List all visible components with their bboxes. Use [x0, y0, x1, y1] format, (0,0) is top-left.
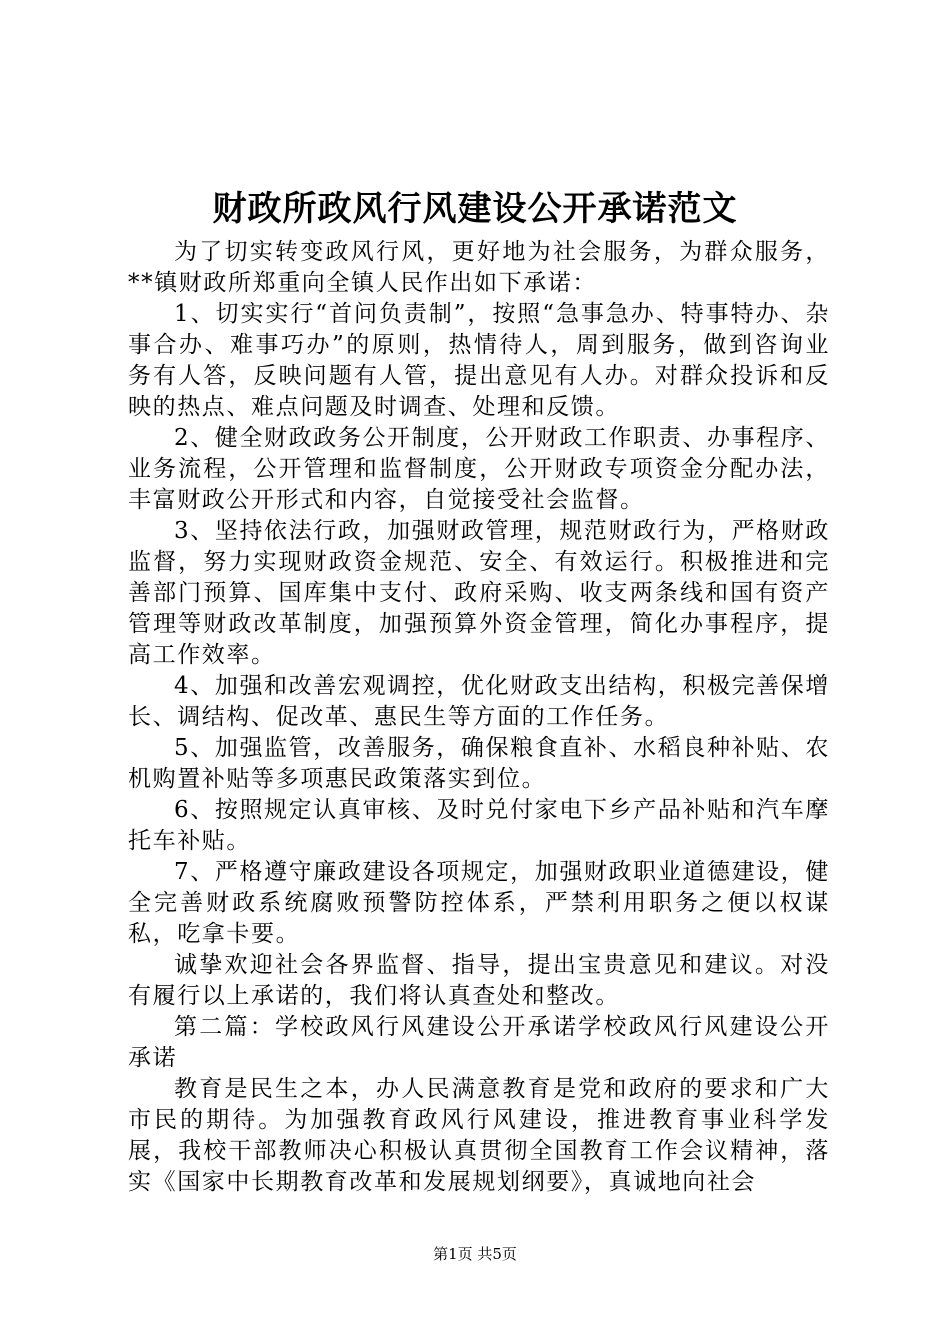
paragraph-closing: 诚挚欢迎社会各界监督、指导，提出宝贵意见和建议。对没有履行以上承诺的，我们将认真查处和整改。 [128, 952, 830, 1009]
paragraph-item-3: 3、坚持依法行政，加强财政管理，规范财政行为，严格财政监督，努力实现财政资金规范、安全、有效运行。积极推进和完善部门预算、国库集中支付、政府采购、收支两条线和国有资产管理等财政改革制度，加强预算外资金管理，简化办事程序，提高工作效率。 [128, 518, 830, 668]
page-number-footer: 第1页 共5页 [433, 1245, 517, 1263]
paragraph-item-5: 5、加强监管，改善服务，确保粮食直补、水稻良种补贴、农机购置补贴等多项惠民政策落实到位。 [128, 735, 830, 792]
paragraph-item-2: 2、健全财政政务公开制度，公开财政工作职责、办事程序、业务流程，公开管理和监督制度，公开财政专项资金分配办法，丰富财政公开形式和内容，自觉接受社会监督。 [128, 425, 830, 513]
paragraph-item-7: 7、严格遵守廉政建设各项规定，加强财政职业道德建设，健全完善财政系统腐败预警防控体系，严禁利用职务之便以权谋私，吃拿卡要。 [128, 859, 830, 947]
document-body [128, 237, 830, 1198]
paragraph-section-two-heading: 第二篇：学校政风行风建设公开承诺学校政风行风建设公开承诺 [128, 1014, 830, 1071]
paragraph-item-4: 4、加强和改善宏观调控，优化财政支出结构，积极完善保增长、调结构、促改革、惠民生等方面的工作任务。 [128, 673, 830, 730]
paragraph-item-1: 1、切实实行“首问负责制”，按照“急事急办、特事特办、杂事合办、难事巧办”的原则，热情待人，周到服务，做到咨询业务有人答，反映问题有人管，提出意见有人办。对群众投诉和反映的热点、难点问题及时调查、处理和反馈。 [128, 301, 830, 420]
paragraph-item-6: 6、按照规定认真审核、及时兑付家电下乡产品补贴和汽车摩托车补贴。 [128, 797, 830, 854]
document-title: 财政所政风行风建设公开承诺范文 [212, 189, 738, 229]
paragraph-section-two-body: 教育是民生之本，办人民满意教育是党和政府的要求和广大市民的期待。为加强教育政风行风建设，推进教育事业科学发展，我校干部教师决心积极认真贯彻全国教育工作会议精神，落实《国家中长期教育改革和发展规划纲要》，真诚地向社会 [128, 1076, 830, 1195]
paragraph-intro: 为了切实转变政风行风，更好地为社会服务，为群众服务，**镇财政所郑重向全镇人民作出如下承诺： [128, 239, 830, 296]
